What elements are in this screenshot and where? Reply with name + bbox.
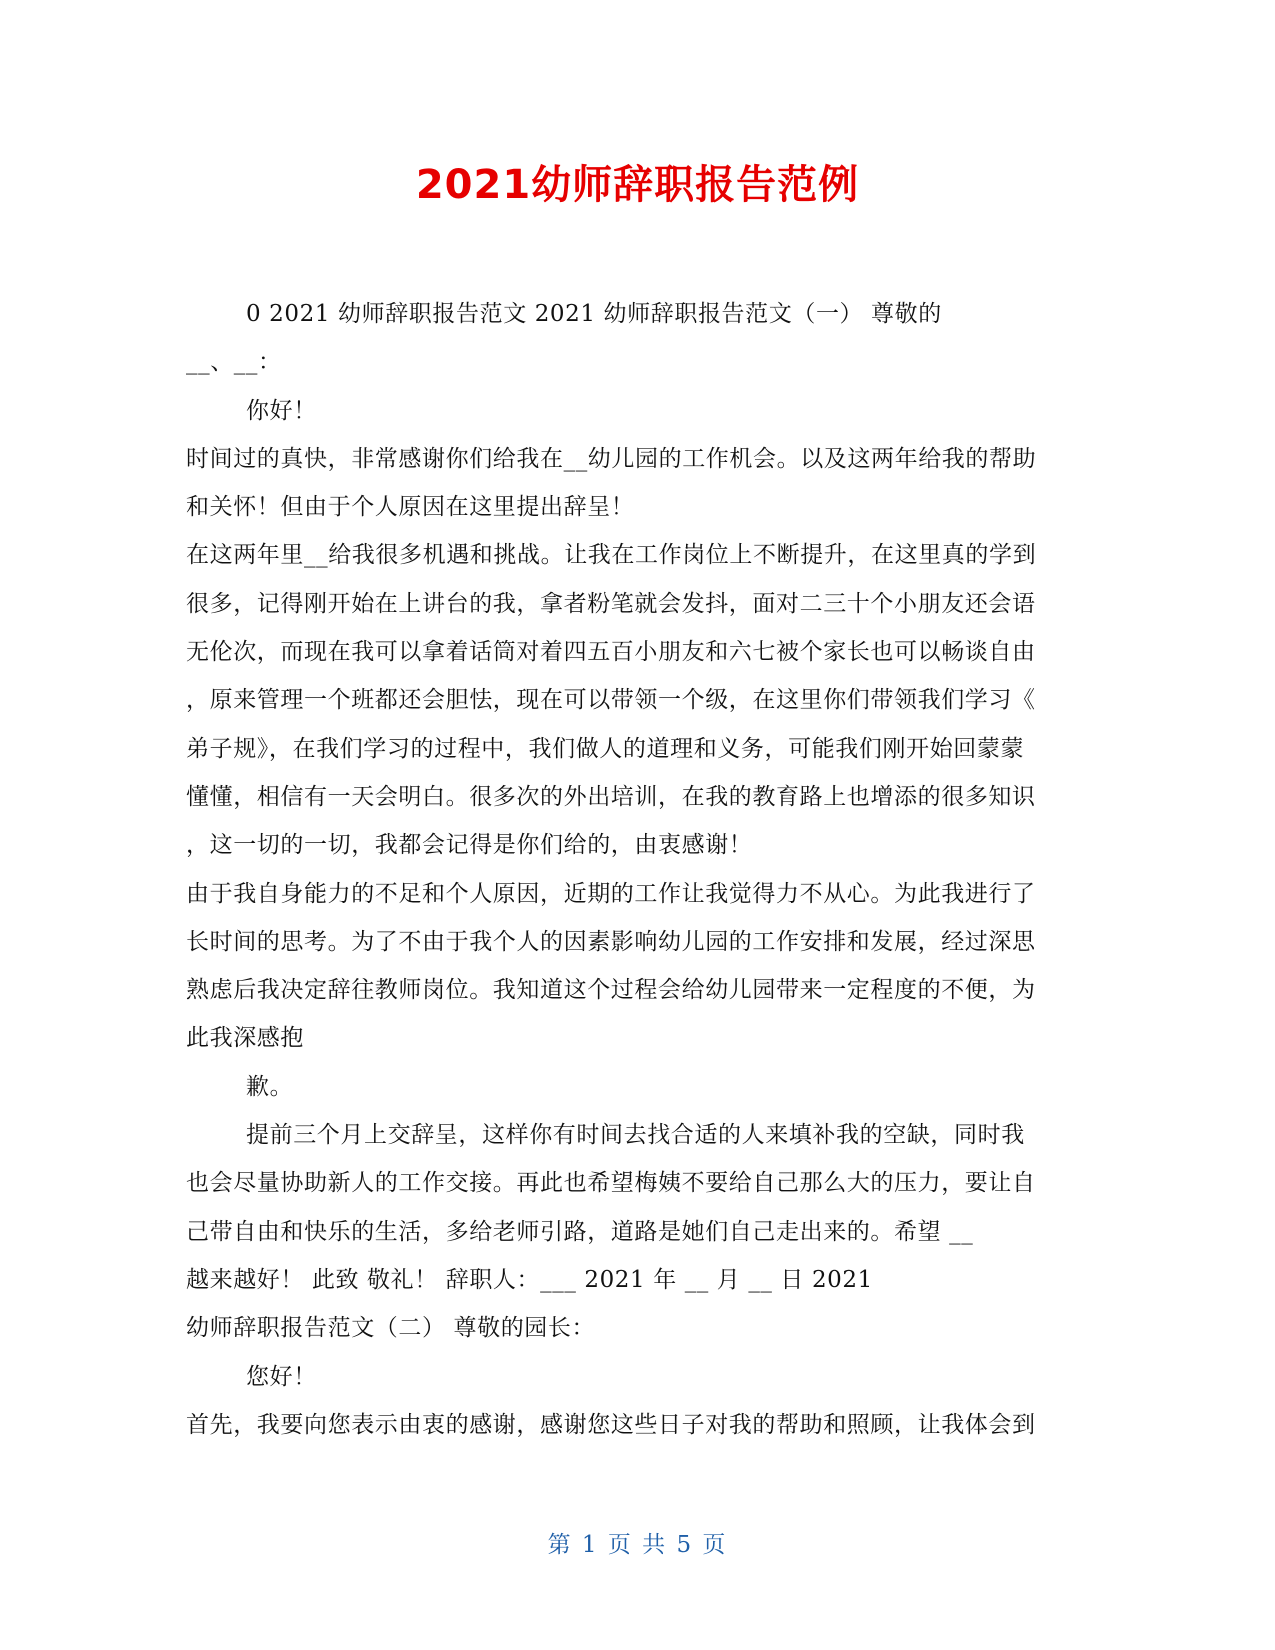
body-line: ，原来管理一个班都还会胆怯，现在可以带领一个级，在这里你们带领我们学习《 [186,687,1036,714]
body-line: 懂懂，相信有一天会明白。很多次的外出培训，在我的教育路上也增添的很多知识 [186,783,1036,810]
document-body [186,290,1086,1449]
body-line: 弟子规》，在我们学习的过程中，我们做人的道理和义务，可能我们刚开始回蒙蒙 [186,735,1025,762]
body-line: 首先，我要向您表示由衷的感谢，感谢您这些日子对我的帮助和照顾，让我体会到 [186,1411,1036,1438]
body-line: 熟虑后我决定辞往教师岗位。我知道这个过程会给幼儿园带来一定程度的不便，为 [186,977,1036,1004]
document-title: 2021幼师辞职报告范例 [415,162,860,208]
body-line: __、__： [186,349,282,376]
body-line: 此我深感抱 [186,1025,304,1052]
body-line: 歉。 [246,1073,294,1100]
body-line: 和关怀！但由于个人原因在这里提出辞呈！ [186,494,635,521]
body-line: 你好！ [246,397,317,424]
body-line: 您好！ [246,1363,317,1390]
body-line: 越来越好！ 此致 敬礼！ 辞职人：___ 2021 年 __ 月 __ 日 2021 [186,1266,873,1293]
body-line: 幼师辞职报告范文（二） 尊敬的园长： [186,1315,596,1342]
body-line: 0 2021 幼师辞职报告范文 2021 幼师辞职报告范文（一） 尊敬的 [246,301,942,327]
body-line: 时间过的真快，非常感谢你们给我在__幼儿园的工作机会。以及这两年给我的帮助 [186,445,1037,472]
body-line: 提前三个月上交辞呈，这样你有时间去找合适的人来填补我的空缺，同时我 [246,1122,1025,1149]
page-footer: 第 1 页 共 5 页 [547,1532,728,1558]
body-line: 己带自由和快乐的生活，多给老师引路，道路是她们自己走出来的。希望 __ [186,1218,974,1245]
body-line: 也会尽量协助新人的工作交接。再此也希望梅姨不要给自己那么大的压力，要让自 [186,1170,1036,1197]
body-line: 在这两年里__给我很多机遇和挑战。让我在工作岗位上不断提升，在这里真的学到 [186,542,1037,569]
body-line: 无伦次，而现在我可以拿着话筒对着四五百小朋友和六七被个家长也可以畅谈自由 [186,639,1036,666]
body-line: 由于我自身能力的不足和个人原因，近期的工作让我觉得力不从心。为此我进行了 [186,880,1036,907]
body-line: ，这一切的一切，我都会记得是你们给的，由衷感谢！ [186,832,753,859]
body-line: 长时间的思考。为了不由于我个人的因素影响幼儿园的工作安排和发展，经过深思 [186,928,1036,955]
body-line: 很多，记得刚开始在上讲台的我，拿者粉笔就会发抖，面对二三十个小朋友还会语 [186,590,1036,617]
